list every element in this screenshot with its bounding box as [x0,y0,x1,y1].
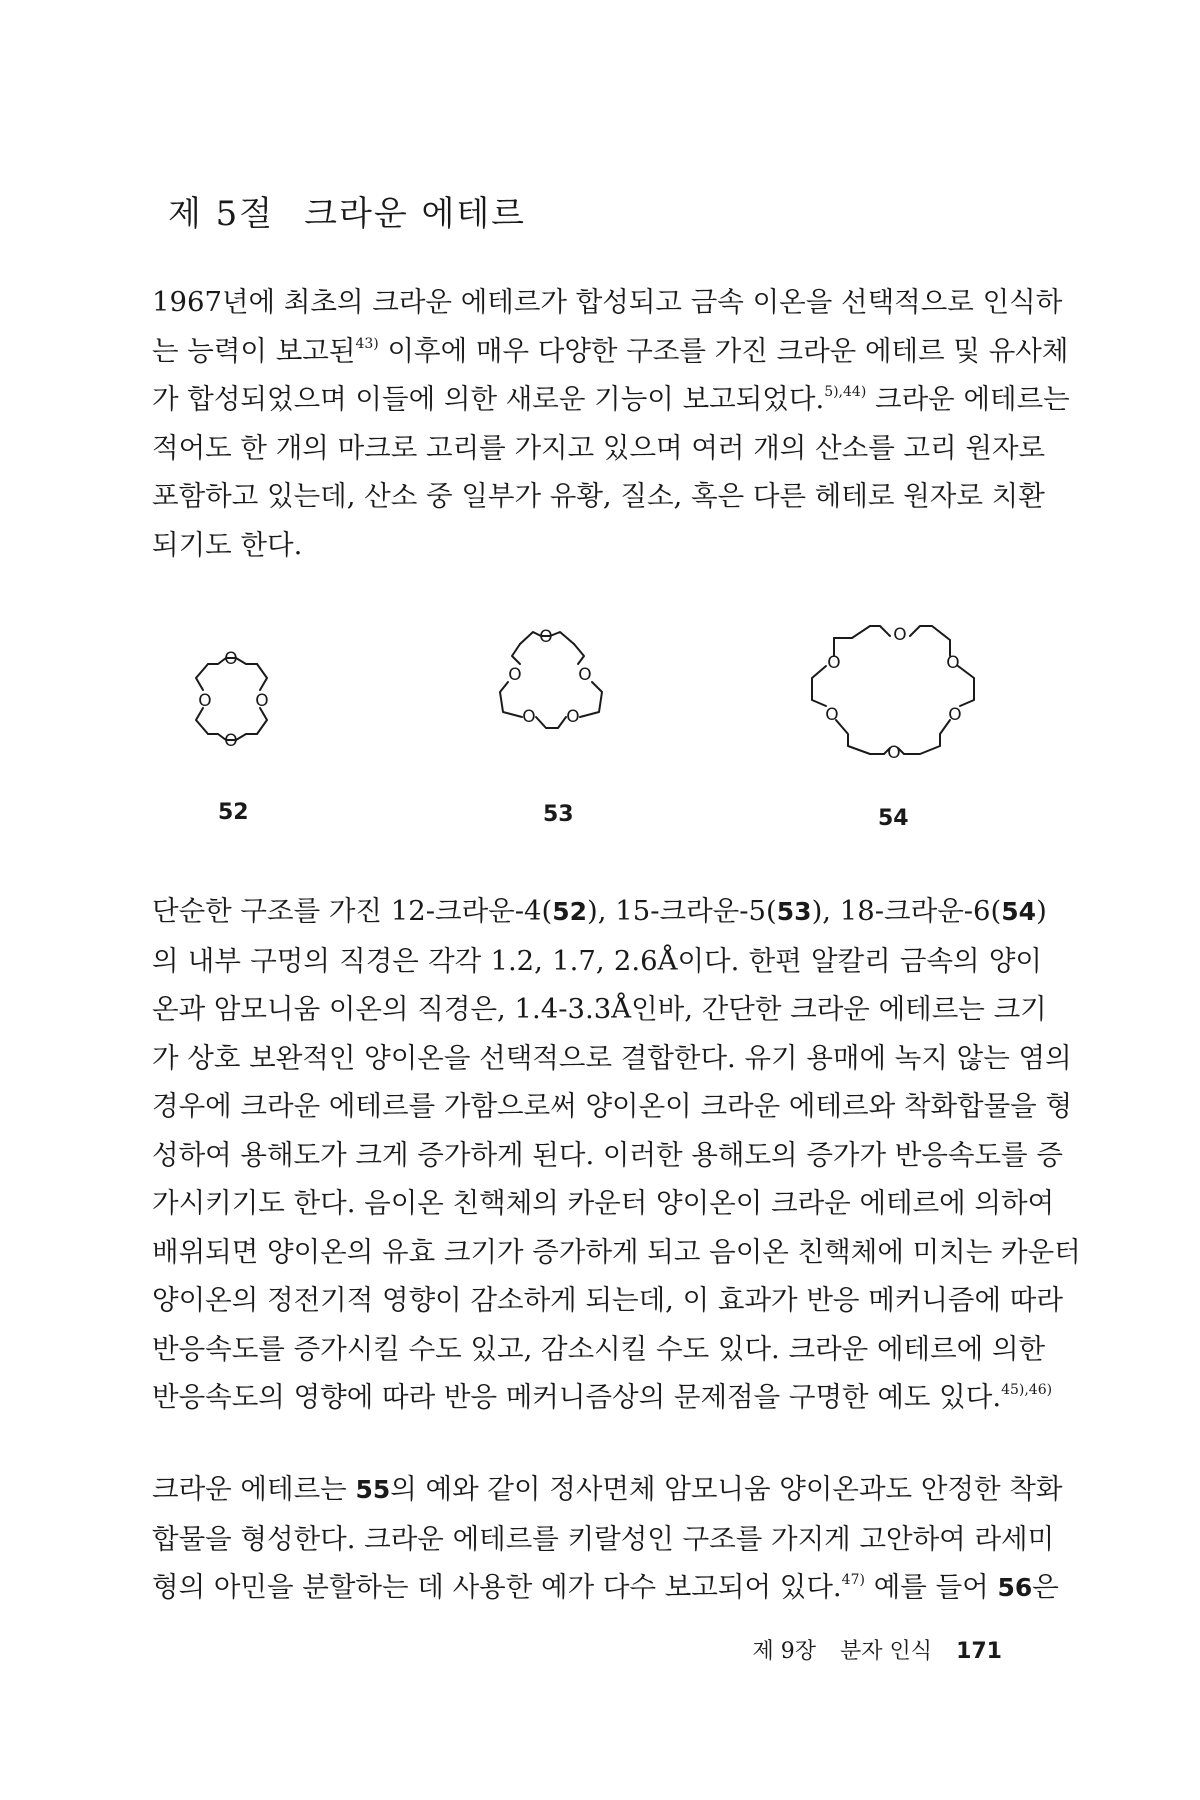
compound-label-52: 52 [218,800,249,825]
compound-ref: 56 [997,1573,1033,1602]
paragraph-crown-sizes [152,887,1081,1422]
crown-ether-structures [0,600,1200,840]
compound-ref: 55 [355,1475,391,1504]
text-line: 의 내부 구멍의 직경은 각각 1.2, 1.7, 2.6Å이다. 한편 알칼리 금속의 양이 [152,944,1042,977]
text-run: 크라운 에테르는 [866,383,1070,415]
text-run: 예를 들어 [864,1571,998,1603]
text-line [152,375,1070,424]
text-line: 온과 암모니움 이온의 직경은, 1.4-3.3Å인바, 간단한 크라운 에테르는 크기 [152,993,1047,1025]
oxygen-atom: O [946,653,960,673]
oxygen-atom: O [827,653,841,673]
text-run: 단순한 구조를 가진 12-크라운-4( [152,895,553,927]
text-line [152,1465,1063,1515]
section-number: 제 5절 [168,194,275,234]
reference-superscript: 47) [841,1572,865,1588]
crown-ether-figure [0,600,1200,840]
compound-ref: 53 [776,897,812,926]
oxygen-atom: O [255,691,269,711]
footer-chapter: 제 9장 [752,1639,817,1664]
text-run: 은 [1032,1571,1059,1603]
text-run: 반응속도의 영향에 따라 반응 메커니즘상의 문제점을 구명한 예도 있다. [152,1381,1002,1413]
reference-superscript: 5),44) [824,384,867,400]
oxygen-atom: O [948,705,962,725]
text-line: 가 상호 보완적인 양이온을 선택적으로 결합한다. 유기 용매에 녹지 않는 염의 [152,1041,1072,1074]
text-run: 크라운 에테르는 [152,1473,356,1505]
text-line [152,887,1047,937]
compound-ref: 54 [1001,897,1037,926]
text-line: 1967년에 최초의 크라운 에테르가 합성되고 금속 이온을 선택적으로 인식하 [152,286,1063,318]
text-line [152,327,1069,376]
text-line: 양이온의 정전기적 영향이 감소하게 되는데, 이 효과가 반응 메커니즘에 따라 [152,1284,1063,1316]
text-line: 성하여 용해도가 크게 증가하게 된다. 이러한 용해도의 증가가 반응속도를 증 [152,1138,1063,1171]
oxygen-atom: O [887,743,901,763]
oxygen-atom: O [578,665,592,685]
reference-superscript: 43) [355,335,379,352]
paragraph-chiral [152,1465,1063,1613]
text-run: ), 15-크라운-5( [587,895,777,927]
oxygen-atom: O [224,731,238,751]
text-line: 가시키기도 한다. 음이온 친핵체의 카운터 양이온이 크라운 에테르에 의하여 [152,1187,1055,1219]
text-run: 형의 아민을 분할하는 데 사용한 예가 다수 보고되어 있다. [152,1571,842,1603]
section-title [168,186,526,235]
text-line [152,1563,1059,1613]
text-line: 반응속도를 증가시킬 수도 있고, 감소시킬 수도 있다. 크라운 에테르에 의한 [152,1332,1046,1365]
oxygen-atom: O [893,625,907,645]
structure-54 [812,626,974,754]
oxygen-atom: O [566,707,580,727]
oxygen-atom: O [198,691,212,711]
text-line: 합물을 형성한다. 크라운 에테르를 키랄성인 구조를 가지게 고안하여 라세미 [152,1522,1055,1555]
text-run: ) [1036,895,1047,927]
footer-chapter-title: 분자 인식 [840,1639,933,1664]
paragraph-intro [152,278,1070,569]
text-run: 는 능력이 보고된 [152,334,356,367]
text-line [152,1373,1053,1422]
oxygen-atom: O [825,705,839,725]
text-run: 의 예와 같이 정사면체 암모니움 양이온과도 안정한 착화 [390,1473,1063,1505]
page-footer [753,1634,1002,1665]
text-line: 경우에 크라운 에테르를 가함으로써 양이온이 크라운 에테르와 착화합물을 형 [152,1090,1073,1122]
oxygen-atom: O [539,627,553,647]
compound-label-54: 54 [878,806,909,831]
text-run: ), 18-크라운-6( [811,895,1002,927]
text-line: 되기도 한다. [152,528,303,561]
text-run: 이후에 매우 다양한 구조를 가진 크라운 에테르 및 유사체 [378,334,1069,367]
section-title-text: 크라운 에테르 [304,194,527,234]
text-line: 배위되면 양이온의 유효 크기가 증가하게 되고 음이온 친핵체에 미치는 카운터 [152,1235,1081,1268]
reference-superscript: 45),46) [1001,1382,1053,1398]
page-number: 171 [956,1639,1002,1664]
oxygen-atom: O [522,707,536,727]
oxygen-atom: O [224,649,238,669]
text-run: 가 합성되었으며 이들에 의한 새로운 기능이 보고되었다. [152,383,825,415]
text-line: 적어도 한 개의 마크로 고리를 가지고 있으며 여러 개의 산소를 고리 원자로 [152,431,1046,464]
oxygen-atom: O [508,665,522,685]
compound-label-53: 53 [543,802,574,827]
text-line: 포함하고 있는데, 산소 중 일부가 유황, 질소, 혹은 다른 헤테로 원자로 치환 [152,480,1045,512]
compound-ref: 52 [552,897,588,926]
